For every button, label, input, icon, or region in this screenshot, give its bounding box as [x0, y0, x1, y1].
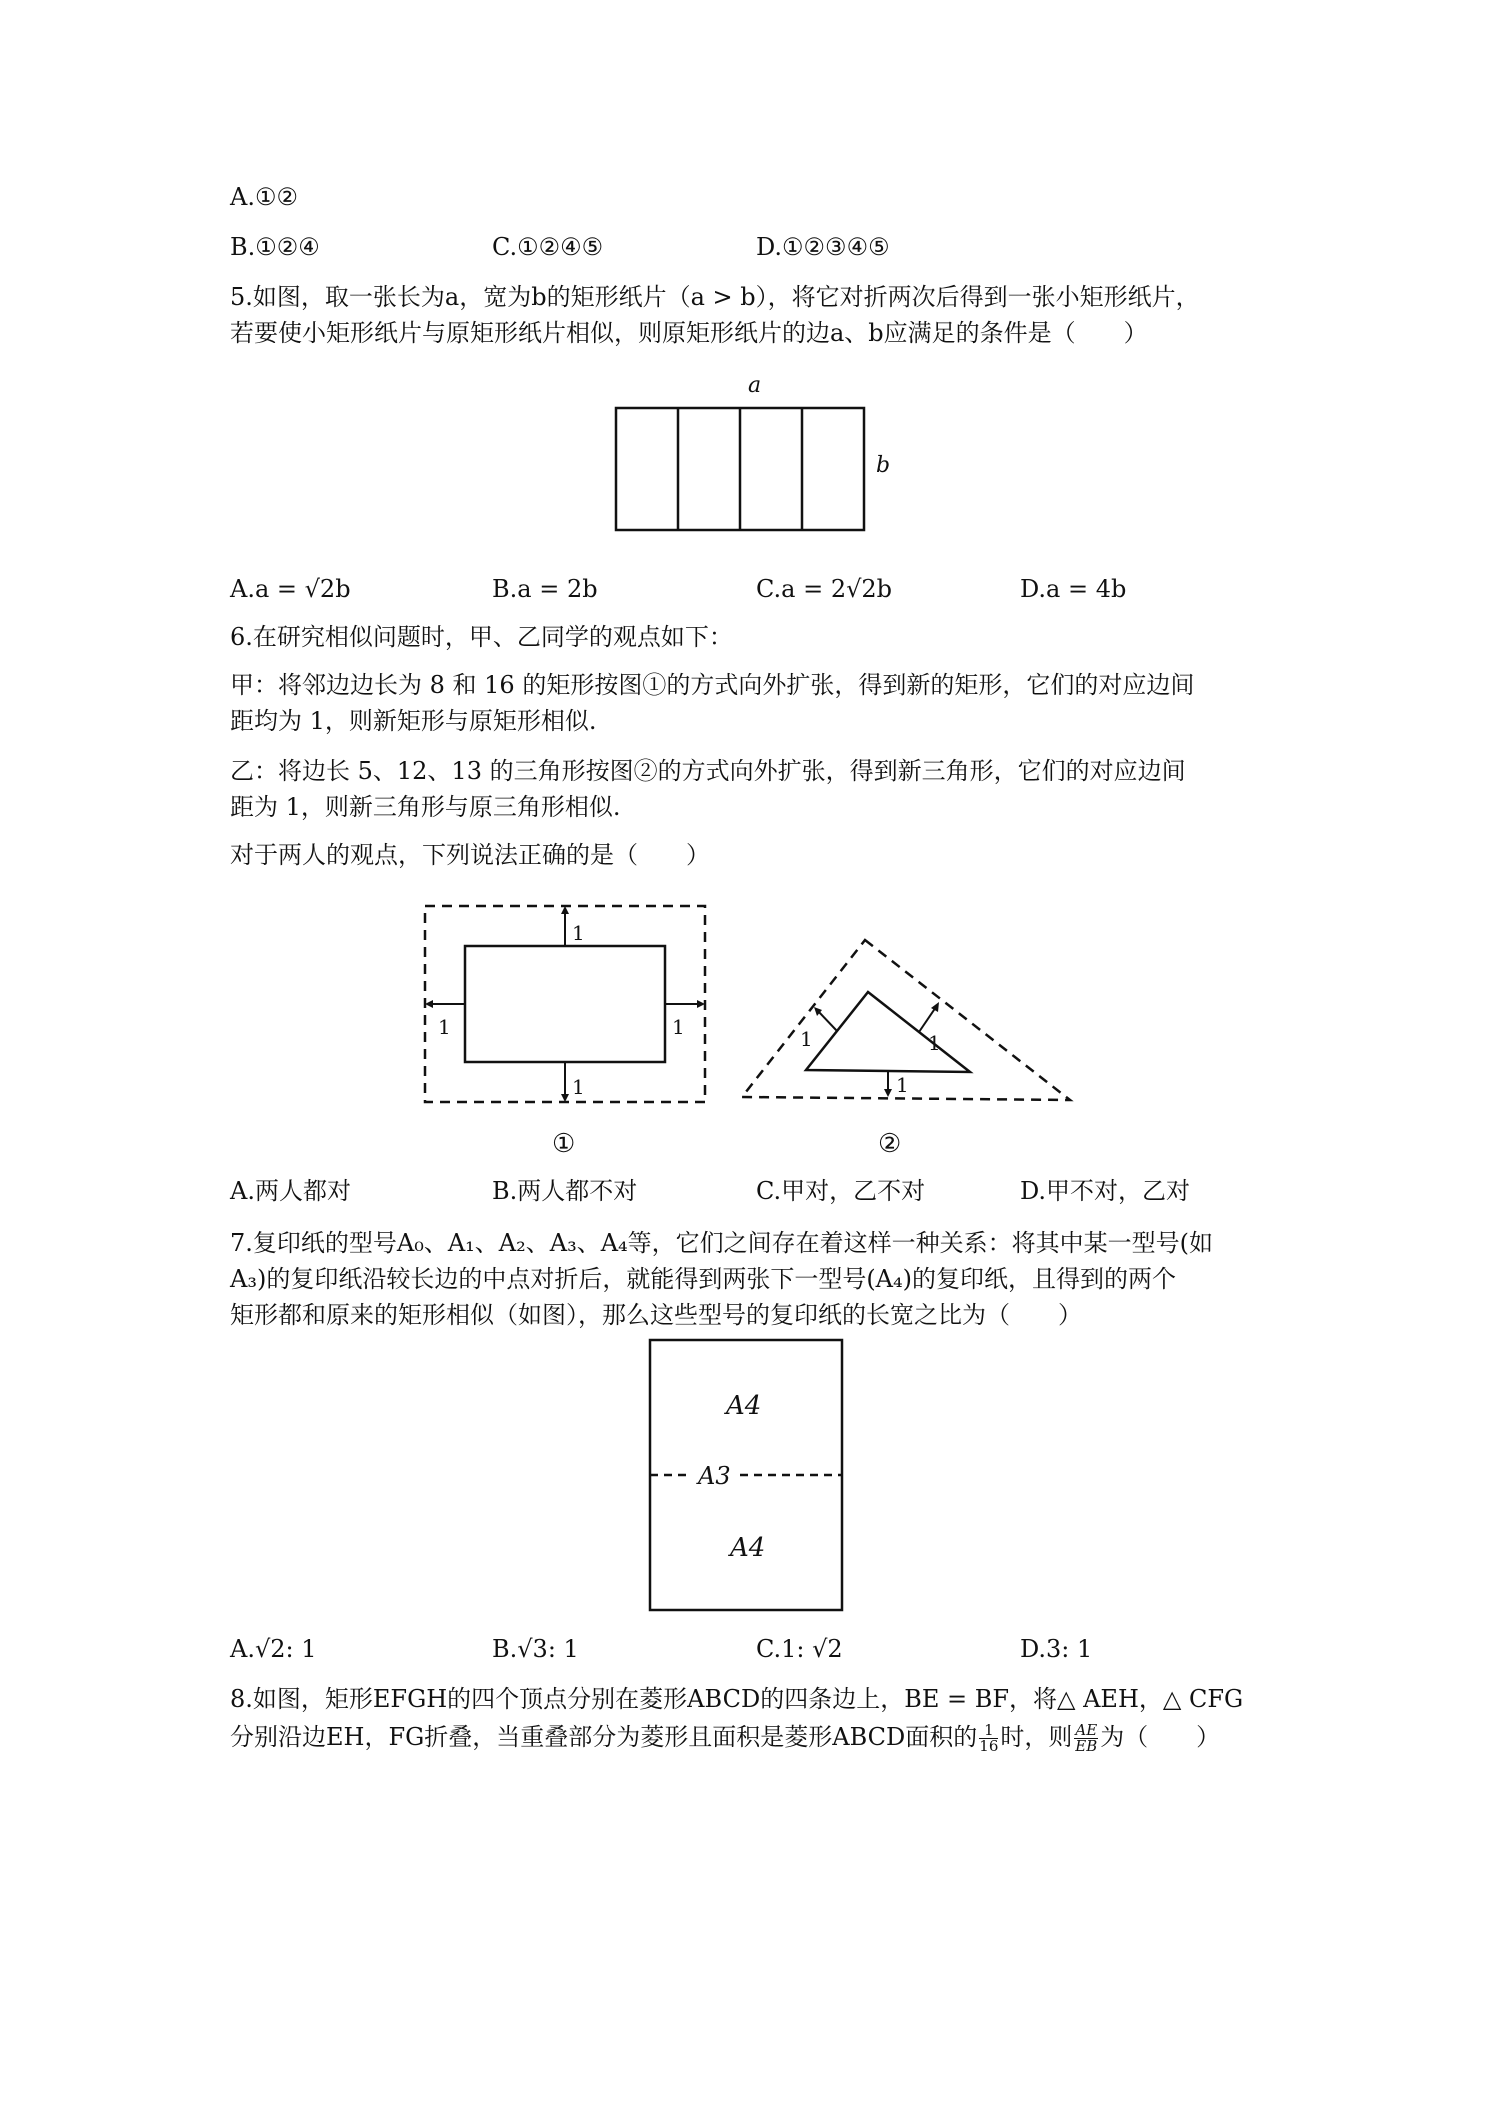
q6-fig1-caption: ①	[552, 1129, 576, 1159]
q6-figure-1-rectangle	[420, 900, 720, 1160]
q6-fig1-dist-left: 1	[438, 1015, 451, 1039]
q8-stem-line2	[230, 1722, 1220, 1754]
q6-option-c: C.甲对，乙不对	[756, 1177, 926, 1205]
q8-stem-line1: 8.如图，矩形EFGH的四个顶点分别在菱形ABCD的四条边上，BE = BF，将△ AEH，△ CFG	[230, 1685, 1244, 1713]
q8-fraction-ae-eb: $\frac{AE}{EB}$	[1075, 1721, 1098, 1755]
q6-fig1-dist-right: 1	[672, 1015, 685, 1039]
q5-option-c: C.a = 2√2b	[756, 575, 893, 603]
q6-stem-line5: 距为 1，则新三角形与原三角形相似.	[230, 793, 621, 821]
q7-stem-line3: 矩形都和原来的矩形相似（如图），那么这些型号的复印纸的长宽之比为（ ）	[230, 1301, 1082, 1329]
q7-option-d: D.3: 1	[1020, 1635, 1093, 1663]
q5-option-b: B.a = 2b	[492, 575, 598, 603]
q6-fig1-dist-top: 1	[572, 921, 585, 945]
q6-option-a: A.两人都对	[230, 1177, 351, 1205]
q6-stem-line6: 对于两人的观点，下列说法正确的是（ ）	[230, 841, 710, 869]
q5-label-b: b	[876, 453, 891, 478]
q6-fig1-inner-rect	[465, 946, 665, 1062]
q5-stem-line2: 若要使小矩形纸片与原矩形纸片相似，则原矩形纸片的边a、b应满足的条件是（ ）	[230, 319, 1148, 347]
q7-label-bottom: A4	[730, 1533, 766, 1563]
q6-stem-line3: 距均为 1，则新矩形与原矩形相似.	[230, 707, 597, 735]
q5-label-a: a	[748, 373, 762, 398]
q7-stem-line1: 7.复印纸的型号A₀、A₁、A₂、A₃、A₄等，它们之间存在着这样一种关系：将其中某一型号(如	[230, 1229, 1214, 1257]
q7-option-b: B.√3: 1	[492, 1635, 579, 1663]
q7-figure-paper-sizes	[648, 1336, 848, 1618]
q6-fig2-right-arrow	[919, 1007, 936, 1032]
q4-option-a: A.①②	[230, 183, 298, 211]
q6-fig1-dist-bottom: 1	[572, 1075, 585, 1099]
q6-stem-line1: 6.在研究相似问题时，甲、乙同学的观点如下：	[230, 623, 733, 651]
q5-option-d: D.a = 4b	[1020, 575, 1127, 603]
q4-option-c: C.①②④⑤	[492, 233, 604, 261]
q6-figure-2-triangle	[730, 930, 1090, 1160]
q4-option-b: B.①②④	[230, 233, 320, 261]
q6-stem-line4: 乙：将边长 5、12、13 的三角形按图②的方式向外扩张，得到新三角形，它们的对应边间	[230, 757, 1186, 785]
q4-option-d: D.①②③④⑤	[756, 233, 890, 261]
q7-stem-line2: A₃)的复印纸沿较长边的中点对折后，就能得到两张下一型号(A₄)的复印纸，且得到的两个	[230, 1265, 1176, 1293]
q5-figure-folded-rectangle	[600, 370, 900, 540]
q7-option-a: A.√2: 1	[230, 1635, 317, 1663]
q8-stem-line2-part3: 为（ ）	[1100, 1723, 1221, 1751]
q7-option-c: C.1: √2	[756, 1635, 843, 1663]
q6-fig2-caption: ②	[878, 1129, 902, 1159]
q5-stem-line1: 5.如图，取一张长为a，宽为b的矩形纸片（a > b），将它对折两次后得到一张小矩形纸片，	[230, 283, 1200, 311]
q8-fraction-one-sixteenth: $\frac{1}{16}$	[979, 1721, 999, 1755]
q5-option-a: A.a = √2b	[230, 575, 351, 603]
q6-fig2-dist-right: 1	[928, 1031, 941, 1055]
q7-label-mid: A3	[698, 1462, 731, 1490]
q6-fig2-dist-left: 1	[800, 1027, 813, 1051]
q6-fig2-dist-bottom: 1	[896, 1073, 909, 1097]
q6-fig2-left-arrow	[818, 1011, 837, 1031]
q8-stem-line2-part1: 分别沿边EH，FG折叠，当重叠部分为菱形且面积是菱形ABCD面积的	[230, 1723, 978, 1751]
q8-stem-line2-part2: 时，则	[1000, 1723, 1073, 1751]
q6-stem-line2: 甲：将邻边边长为 8 和 16 的矩形按图①的方式向外扩张，得到新的矩形，它们的对应边间	[230, 671, 1195, 699]
q6-option-b: B.两人都不对	[492, 1177, 638, 1205]
q6-option-d: D.甲不对，乙对	[1020, 1177, 1191, 1205]
q7-label-top: A4	[726, 1391, 762, 1421]
